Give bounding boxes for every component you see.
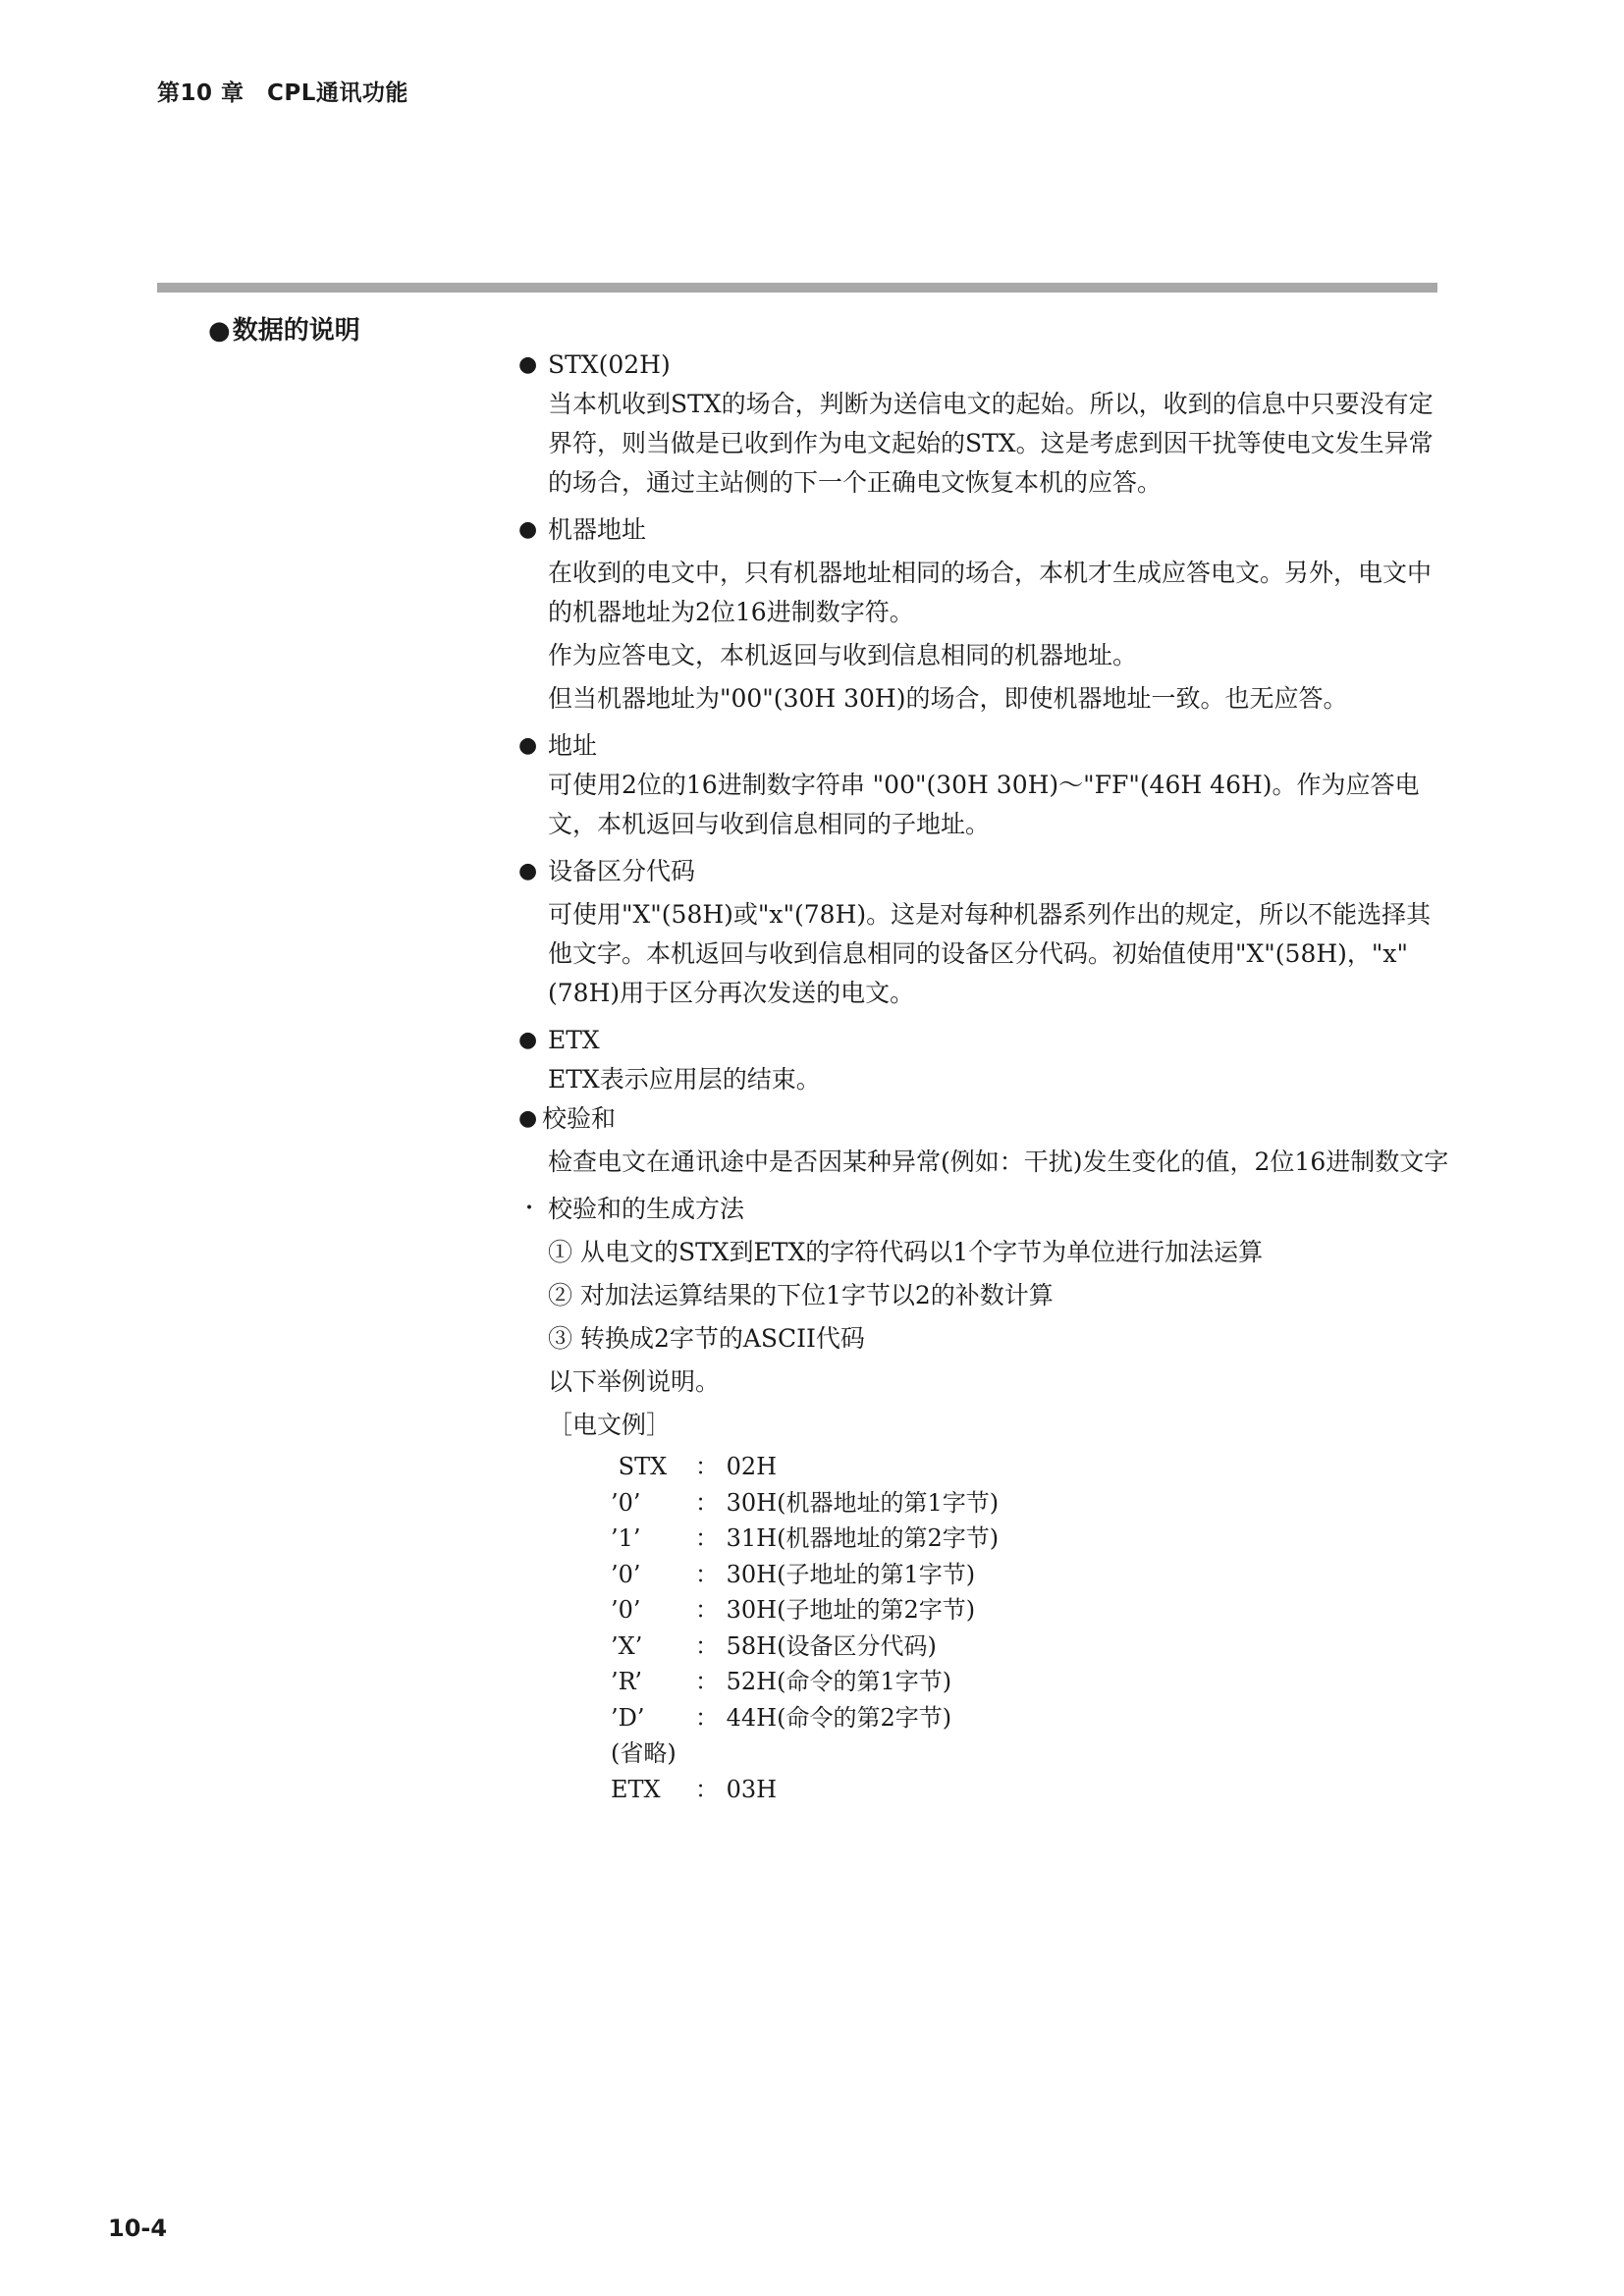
example-value: ： 03H xyxy=(695,1775,778,1803)
example-value: ： 30H(子地址的第2字节) xyxy=(695,1596,976,1624)
item-title-text: 机器地址 xyxy=(548,515,647,544)
item-title-text: 校验和的生成方法 xyxy=(548,1195,745,1223)
example-key: STX xyxy=(611,1453,668,1480)
example-row xyxy=(611,1449,1451,1485)
paragraph: 检查电文在通讯途中是否因某种异常(例如：干扰)发生变化的值，2位16进制数文字 xyxy=(548,1148,1449,1176)
example-row xyxy=(611,1772,1451,1808)
example-key: ’1’ xyxy=(611,1524,641,1552)
paragraph: ETX表示应用层的结束。 xyxy=(548,1065,821,1094)
item-title xyxy=(518,1021,1451,1060)
item-title-text: 校验和 xyxy=(542,1104,617,1133)
example-label: ［电文例］ xyxy=(548,1411,672,1439)
example-row xyxy=(611,1735,1451,1772)
example-key: ’0’ xyxy=(611,1596,641,1624)
example-row xyxy=(611,1521,1451,1557)
item-checksum xyxy=(518,1099,1451,1182)
item-device-address xyxy=(518,510,1451,719)
section-title xyxy=(208,310,360,347)
item-body xyxy=(518,385,1451,503)
example-row xyxy=(611,1592,1451,1629)
step: ② 对加法运算结果的下位1字节以2的补数计算 xyxy=(548,1281,1054,1309)
example-key: ’0’ xyxy=(611,1488,641,1517)
section-divider xyxy=(157,283,1437,293)
item-title xyxy=(518,726,1451,766)
example-row xyxy=(611,1629,1451,1665)
example-value: ： 31H(机器地址的第2字节) xyxy=(695,1524,1000,1552)
bullet-icon: ● xyxy=(518,733,538,758)
example-row xyxy=(611,1664,1451,1700)
example-key: ’X’ xyxy=(611,1631,643,1660)
item-title-text: STX(02H) xyxy=(548,350,671,379)
example-row xyxy=(611,1557,1451,1593)
example-value: ： 52H(命令的第1字节) xyxy=(695,1668,952,1695)
item-sub-address xyxy=(518,726,1451,844)
example-value: ： 58H(设备区分代码) xyxy=(695,1631,937,1660)
example-key: (省略) xyxy=(611,1739,677,1767)
item-title-text: 地址 xyxy=(548,731,598,760)
item-body xyxy=(518,766,1451,844)
example-key: ’R’ xyxy=(611,1668,643,1695)
step: ① 从电文的STX到ETX的字符代码以1个字节为单位进行加法运算 xyxy=(548,1238,1264,1266)
example-value: ： 44H(命令的第2字节) xyxy=(695,1703,952,1732)
example-value: ： 30H(机器地址的第1字节) xyxy=(695,1488,1000,1517)
paragraph: 但当机器地址为"00"(30H 30H)的场合，即使机器地址一致。也无应答。 xyxy=(548,684,1348,713)
example-value: ： 02H xyxy=(695,1453,778,1480)
item-body xyxy=(518,1060,1451,1099)
checksum-steps xyxy=(518,1233,1451,1445)
paragraph: 在收到的电文中，只有机器地址相同的场合，本机才生成应答电文。另外，电文中的机器地址为2位16进制数字符。 xyxy=(548,559,1433,626)
paragraph: 当本机收到STX的场合，判断为送信电文的起始。所以，收到的信息中只要没有定界符，则当做是已收到作为电文起始的STX。这是考虑到因干扰等使电文发生异常的场合，通过主站侧的下一个正确电文恢复本机的应答。 xyxy=(548,390,1434,497)
section-title-text: 数据的说明 xyxy=(232,316,360,346)
section-bullet-icon: ● xyxy=(208,316,231,346)
message-example xyxy=(518,1449,1451,1807)
item-body xyxy=(518,895,1451,1013)
bullet-icon: ● xyxy=(518,352,538,377)
item-title-text: 设备区分代码 xyxy=(548,857,696,885)
content-column xyxy=(518,346,1451,1807)
checksum-method xyxy=(518,1190,1451,1807)
item-title xyxy=(518,1190,1451,1229)
item-body xyxy=(518,1143,1451,1182)
paragraph: 可使用2位的16进制数字符串 "00"(30H 30H)～"FF"(46H 46H)。作为应答电文，本机返回与收到信息相同的子地址。 xyxy=(548,771,1420,838)
example-row xyxy=(611,1700,1451,1736)
step: ③ 转换成2字节的ASCII代码 xyxy=(548,1324,865,1353)
item-title-text: ETX xyxy=(548,1026,600,1054)
item-title xyxy=(518,852,1451,891)
example-key: ETX xyxy=(611,1775,661,1803)
item-device-code xyxy=(518,852,1451,1013)
item-title xyxy=(518,1099,1451,1139)
example-row xyxy=(611,1485,1451,1522)
item-title xyxy=(518,510,1451,550)
item-title xyxy=(518,346,1451,385)
bullet-dot-icon: ・ xyxy=(518,1197,541,1221)
bullet-icon: ● xyxy=(518,517,538,542)
example-intro: 以下举例说明。 xyxy=(548,1367,721,1396)
paragraph: 作为应答电文，本机返回与收到信息相同的机器地址。 xyxy=(548,641,1138,669)
bullet-icon: ● xyxy=(518,1106,538,1131)
bullet-icon: ● xyxy=(518,859,538,883)
bullet-icon: ● xyxy=(518,1028,538,1052)
chapter-header: 第10 章 CPL通讯功能 xyxy=(157,80,408,106)
example-key: ’D’ xyxy=(611,1703,645,1732)
item-etx xyxy=(518,1021,1451,1099)
example-value: ： 30H(子地址的第1字节) xyxy=(695,1560,976,1588)
page-number: 10-4 xyxy=(108,2215,168,2242)
item-stx xyxy=(518,346,1451,503)
example-key: ’0’ xyxy=(611,1560,641,1588)
item-body xyxy=(518,554,1451,719)
paragraph: 可使用"X"(58H)或"x"(78H)。这是对每种机器系列作出的规定，所以不能选择其他文字。本机返回与收到信息相同的设备区分代码。初始值使用"X"(58H)，"x"(78H)用于区分再次发送的电文。 xyxy=(548,900,1432,1007)
